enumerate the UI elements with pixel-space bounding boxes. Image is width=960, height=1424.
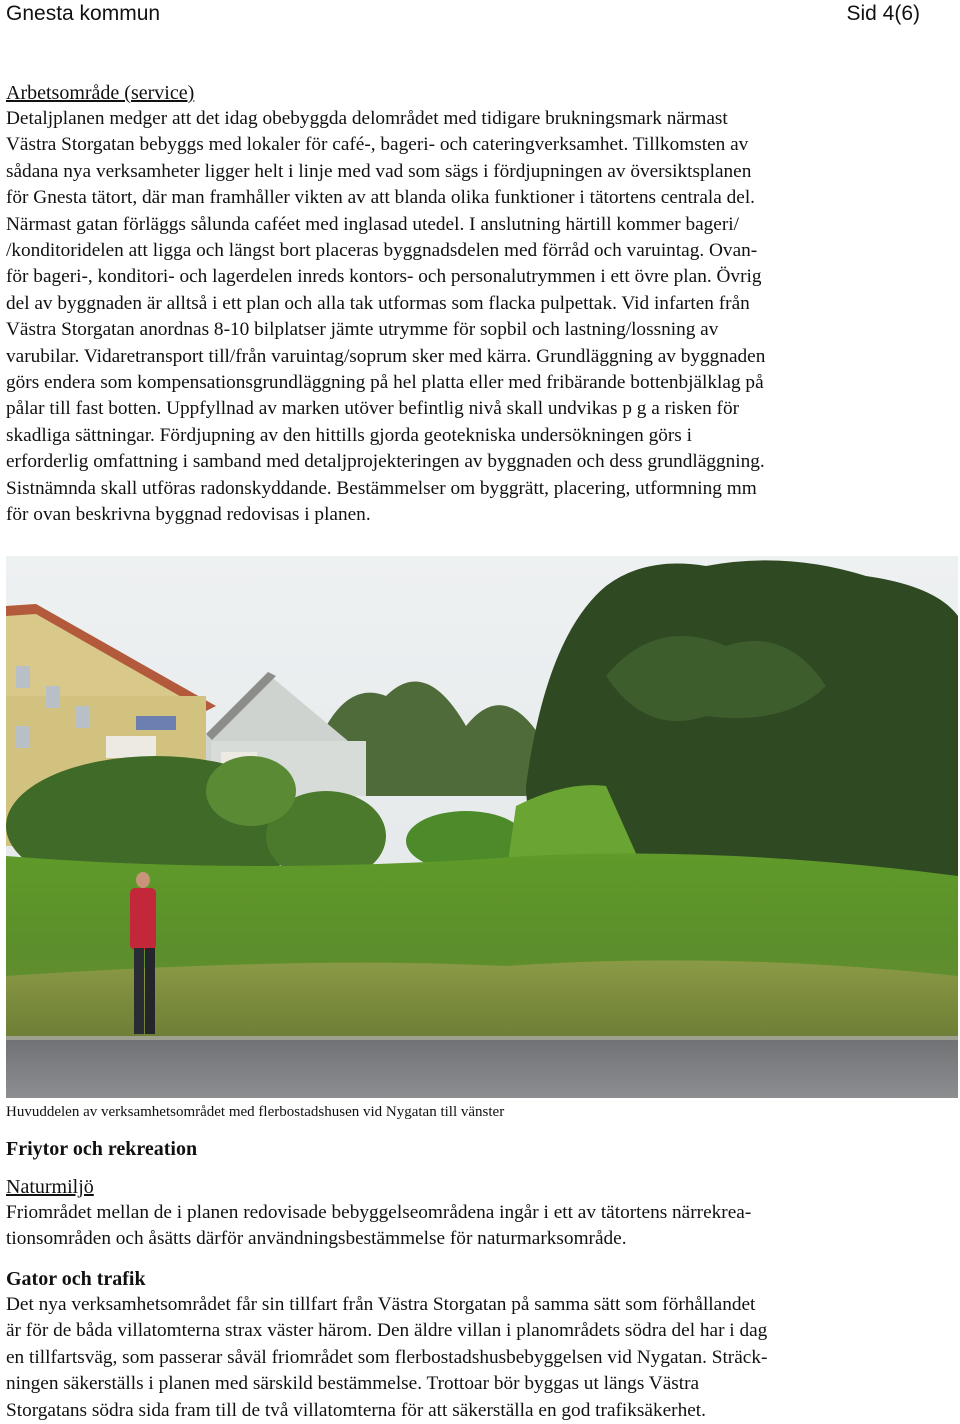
text-line: för Gnesta tätort, där man framhåller vikten av att blanda olika funktioner i tätortens centrala del. xyxy=(6,187,756,209)
section-friytor xyxy=(6,1136,926,1253)
text-line: erforderlig omfattning i samband med detaljprojekteringen av byggnaden och dess grundläggning. xyxy=(6,451,765,473)
text-line: Västra Storgatan bebyggs med lokaler för café-, bageri- och cateringverksamhet. Tillkomsten av xyxy=(6,134,749,156)
road-edge xyxy=(6,1036,958,1040)
window xyxy=(46,686,60,708)
text-line: för ovan beskrivna byggnad redovisas i planen. xyxy=(6,504,371,526)
road xyxy=(6,1038,958,1098)
text-line: Västra Storgatan anordnas 8-10 bilplatser jämte utrymme för sopbil och lastning/lossning av xyxy=(6,319,719,341)
balcony xyxy=(106,736,156,758)
text-line: är för de båda villatomterna strax väster härom. Den äldre villan i planområdets södra del har i dag xyxy=(6,1320,768,1342)
text-line: /konditoridelen att ligga och längst bort placeras byggnadsdelen med förråd och varuintag. Ovan- xyxy=(6,240,758,262)
subheading-naturmiljo: Naturmiljö xyxy=(6,1176,94,1198)
paragraph-gator xyxy=(6,1292,926,1424)
text-line: varubilar. Vidaretransport till/från varuintag/soprum sker med kärra. Grundläggning av byggnaden xyxy=(6,345,766,367)
text-line: Det nya verksamhetsområdet får sin tillfart från Västra Storgatan på samma sätt som förhållandet xyxy=(6,1294,756,1315)
text-line: pålar till fast botten. Uppfyllnad av marken utöver befintlig nivå skall undvikas p g a risken för xyxy=(6,398,740,420)
section-gator xyxy=(6,1266,926,1424)
text-line: Storgatans södra sida fram till de två villatomterna för att säkerställa en god trafiksäkerhet. xyxy=(6,1399,706,1421)
bush xyxy=(206,756,296,826)
page-number: Sid 4(6) xyxy=(846,2,920,25)
municipality-name: Gnesta kommun xyxy=(6,2,161,25)
page-header xyxy=(6,0,920,28)
text-line: del av byggnaden är alltså i ett plan och alla tak utformas som flacka pulpettak. Vid infarten från xyxy=(6,292,750,314)
photo-caption-block xyxy=(6,1102,926,1122)
text-line: Friområdet mellan de i planen redovisade bebyggelseområdena ingår i ett av tätortens närrekrea- xyxy=(6,1202,752,1223)
paragraph-friytor xyxy=(6,1200,926,1253)
text-line: skadliga sättningar. Fördjupning av den hittills gjorda geotekniska undersökningen görs i xyxy=(6,424,692,446)
text-line: för bageri-, konditori- och lagerdelen inreds kontors- och personalutrymmen i ett övre plan. Övrig xyxy=(6,266,762,288)
window xyxy=(16,726,30,748)
photo-caption: Huvuddelen av verksamhetsområdet med flerbostadshusen vid Nygatan till vänster xyxy=(6,1104,505,1120)
heading-gator: Gator och trafik xyxy=(6,1268,146,1290)
text-line: en tillfartsväg, som passerar såväl friområdet som flerbostadshusbebyggelsen vid Nygatan. Sträck- xyxy=(6,1346,768,1368)
heading-friytor: Friytor och rekreation xyxy=(6,1138,198,1160)
balcony xyxy=(136,716,176,730)
window xyxy=(76,706,90,728)
text-line: ningen säkerställs i planen med särskild bestämmelse. Trottoar bör byggas ut längs Västra xyxy=(6,1373,700,1395)
section-arbetsomrade xyxy=(6,80,926,529)
text-line: Närmast gatan förläggs sålunda caféet med inglasad utedel. I anslutning härtill kommer bageri/ xyxy=(6,213,739,235)
text-line: sådana nya verksamheter ligger helt i linje med vad som sägs i fördjupningen av översiktsplanen xyxy=(6,160,752,182)
text-line: görs endera som kompensationsgrundläggning på hel platta eller med fribärande bottenbjälklag på xyxy=(6,372,764,394)
text-line: Detaljplanen medger att det idag obebyggda delområdet med tidigare brukningsmark närmast xyxy=(6,108,728,129)
paragraph-arbetsomrade xyxy=(6,106,926,529)
window xyxy=(16,666,30,688)
section-title-arbetsomrade: Arbetsområde (service) xyxy=(6,82,195,104)
site-photo xyxy=(6,556,958,1098)
text-line: Sistnämnda skall utföras radonskyddande. Bestämmelser om byggrätt, placering, utformning mm xyxy=(6,477,757,499)
text-line: tionsområden och åsätts därför användningsbestämmelse för naturmarksområde. xyxy=(6,1228,627,1250)
